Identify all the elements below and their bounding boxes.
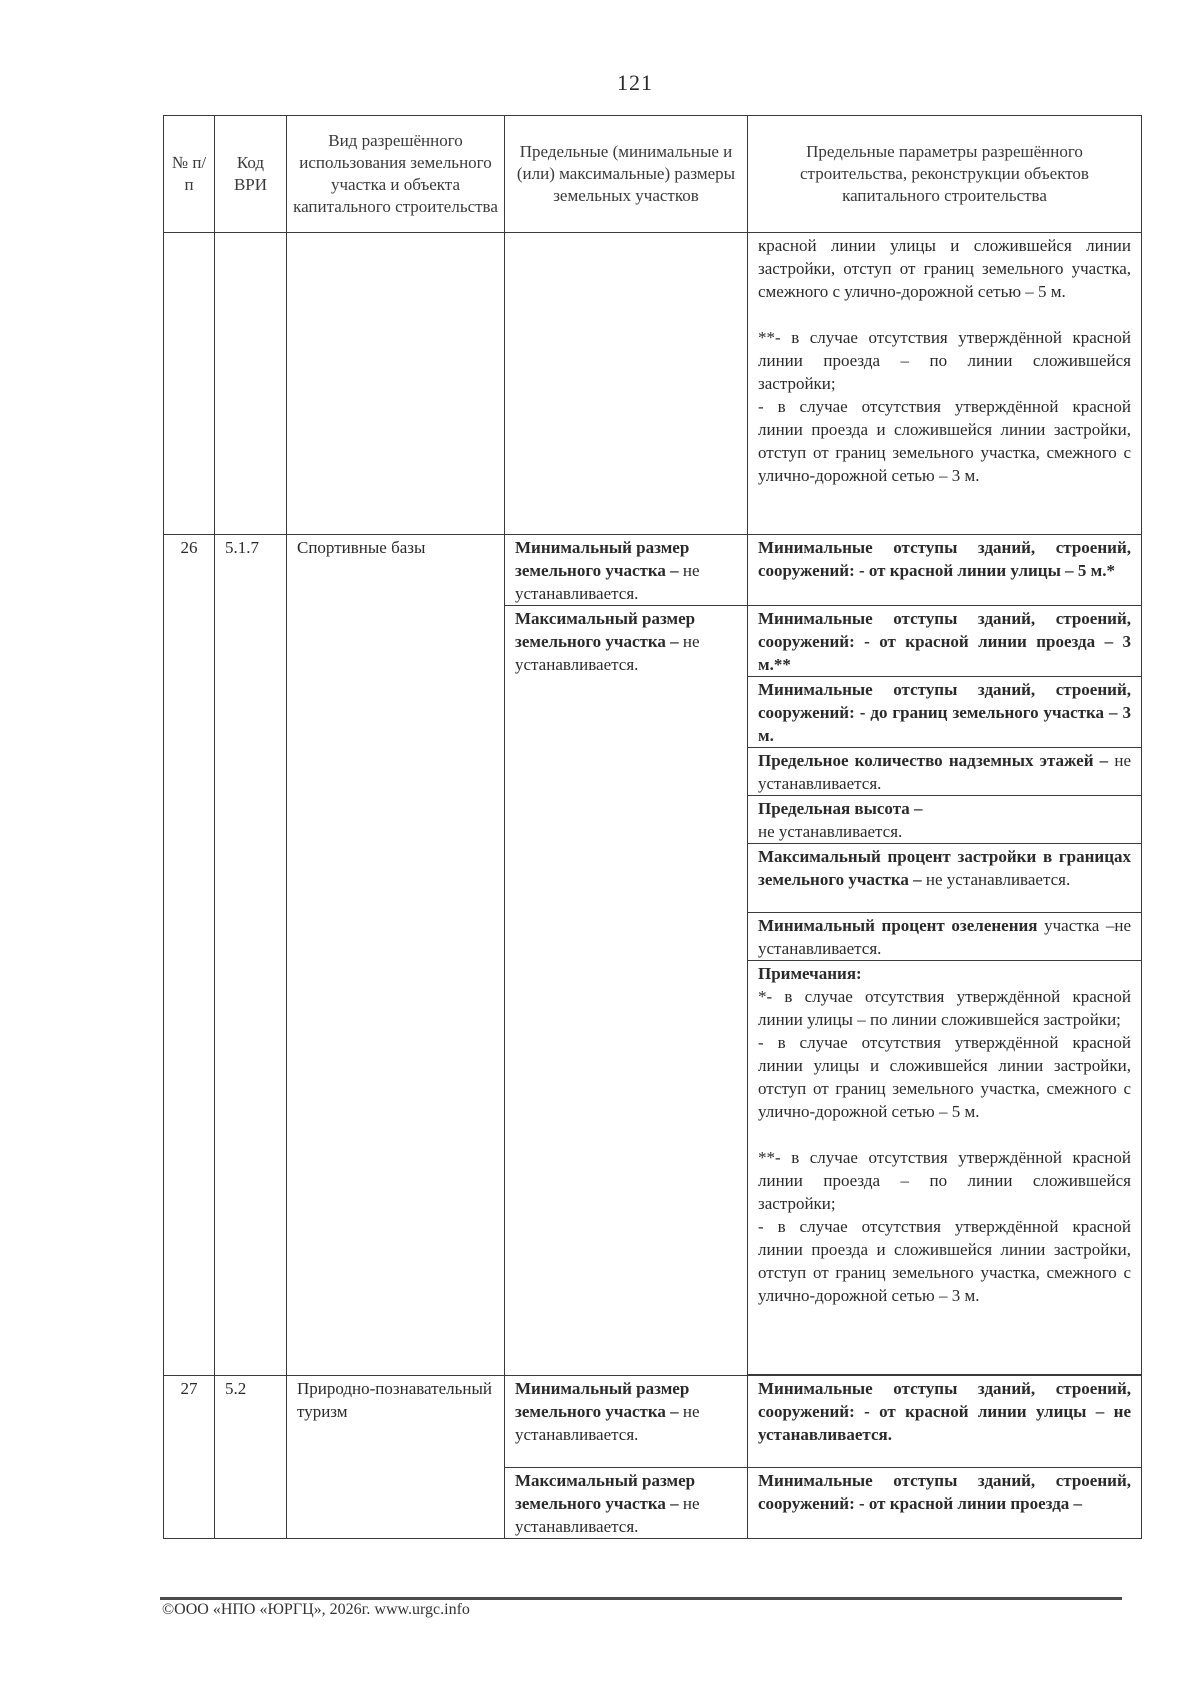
header-code: Код ВРИ xyxy=(215,116,287,233)
max-plot-size xyxy=(505,1468,748,1539)
cell-empty xyxy=(505,233,748,535)
note-paragraph: **- в случае отсутствия утверждённой красной линии проезда – по линии сложившейся застройки; xyxy=(758,328,1131,393)
max-size-value: не устанавливается. xyxy=(515,632,700,674)
cell-continuation-notes xyxy=(748,233,1142,535)
note-paragraph: - в случае отсутствия утверждённой красной линии проезда и сложившейся линии застройки, отступ от границ земельного участка, смежного с улично-дорожной сетью – 3 м. xyxy=(758,397,1131,485)
row-use-name: Природно-познавательный туризм xyxy=(287,1376,505,1539)
header-plot-size: Предельные (минимальные и (или) максимальные) размеры земельных участков xyxy=(505,116,748,233)
min-size-label: Минимальный размер земельного участка – xyxy=(515,538,690,580)
param-height xyxy=(748,796,1142,844)
header-parameters: Предельные параметры разрешённого строительства, реконструкции объектов капитального строительства xyxy=(748,116,1142,233)
param-value: - от красной линии улицы – не устанавливается. xyxy=(758,1402,1132,1444)
param-value: не устанавливается. xyxy=(758,822,903,841)
table-row xyxy=(164,535,1142,606)
note-paragraph: - в случае отсутствия утверждённой красной линии проезда и сложившейся линии застройки, отступ от границ земельного участка, смежного с улично-дорожной сетью – 3 м. xyxy=(758,1217,1131,1305)
header-use-type: Вид разрешённого использования земельного участка и объекта капитального строительства xyxy=(287,116,505,233)
param-offset-street xyxy=(748,535,1142,606)
cell-empty xyxy=(215,233,287,535)
zoning-table xyxy=(163,115,1142,1539)
row-number: 27 xyxy=(164,1376,215,1539)
param-value: участка –не устанавливается. xyxy=(758,916,1132,958)
param-label: Минимальные отступы зданий, строений, сооружений: xyxy=(758,609,1131,651)
param-label: Минимальные отступы зданий, строений, сооружений: xyxy=(758,538,1131,580)
cell-empty xyxy=(287,233,505,535)
param-offset-street xyxy=(748,1376,1142,1468)
row-code: 5.2 xyxy=(215,1376,287,1539)
param-value: - от красной линии проезда – xyxy=(859,1494,1083,1513)
footer-copyright: ©ООО «НПО «ЮРГЦ», 2026г. www.urgc.info xyxy=(162,1601,470,1618)
note-paragraph: **- в случае отсутствия утверждённой красной линии проезда – по линии сложившейся застройки; xyxy=(758,1148,1131,1213)
param-label: Предельное количество надземных этажей – xyxy=(758,751,1109,770)
footer-divider xyxy=(160,1597,1122,1600)
param-coverage xyxy=(748,844,1142,913)
param-value: - до границ земельного участка – 3 м. xyxy=(758,703,1131,745)
param-label: Минимальные отступы зданий, строений, сооружений: xyxy=(758,1471,1131,1513)
row-code: 5.1.7 xyxy=(215,535,287,1376)
row-use-name: Спортивные базы xyxy=(287,535,505,1376)
param-label: Минимальные отступы зданий, строений, сооружений: xyxy=(758,680,1131,722)
notes-title: Примечания: xyxy=(758,964,862,983)
param-greening xyxy=(748,913,1142,961)
max-size-value: не устанавливается. xyxy=(515,1494,700,1536)
param-label: Минимальные отступы зданий, строений, сооружений: xyxy=(758,1379,1131,1421)
param-value: - от красной линии улицы – 5 м.* xyxy=(859,561,1115,580)
row-number: 26 xyxy=(164,535,215,1376)
param-value: не устанавливается. xyxy=(925,870,1071,889)
table-header-row xyxy=(164,116,1142,233)
param-offset-passage xyxy=(748,606,1142,677)
table-row xyxy=(164,1376,1142,1468)
min-size-label: Минимальный размер земельного участка – xyxy=(515,1379,690,1421)
param-notes xyxy=(748,961,1142,1375)
note-paragraph: *- в случае отсутствия утверждённой красной линии улицы – по линии сложившейся застройки; xyxy=(758,987,1131,1029)
max-size-label: Максимальный размер земельного участка – xyxy=(515,609,696,651)
param-label: Минимальный процент озеленения xyxy=(758,916,1038,935)
max-plot-size xyxy=(505,606,748,1376)
param-value: - от красной линии проезда – 3 м.** xyxy=(758,632,1131,674)
min-plot-size xyxy=(505,535,748,606)
cell-empty xyxy=(164,233,215,535)
min-size-value: не устанавливается. xyxy=(515,561,700,603)
min-plot-size xyxy=(505,1376,748,1468)
note-paragraph: красной линии улицы и сложившейся линии застройки, отступ от границ земельного участка, смежного с улично-дорожной сетью – 5 м. xyxy=(758,236,1131,301)
page-number: 121 xyxy=(617,70,653,95)
param-label: Максимальный процент застройки в границах земельного участка – xyxy=(758,847,1131,889)
header-number: № п/п xyxy=(164,116,215,233)
param-offset-passage xyxy=(748,1468,1142,1539)
param-offset-boundary xyxy=(748,677,1142,748)
note-paragraph: - в случае отсутствия утверждённой красной линии улицы и сложившейся линии застройки, отступ от границ земельного участка, смежного с улично-дорожной сетью – 5 м. xyxy=(758,1033,1131,1121)
min-size-value: не устанавливается. xyxy=(515,1402,700,1444)
max-size-label: Максимальный размер земельного участка – xyxy=(515,1471,696,1513)
table-row xyxy=(164,233,1142,535)
param-label: Предельная высота – xyxy=(758,799,923,818)
param-floors xyxy=(748,748,1142,796)
param-value: не устанавливается. xyxy=(758,751,1132,793)
